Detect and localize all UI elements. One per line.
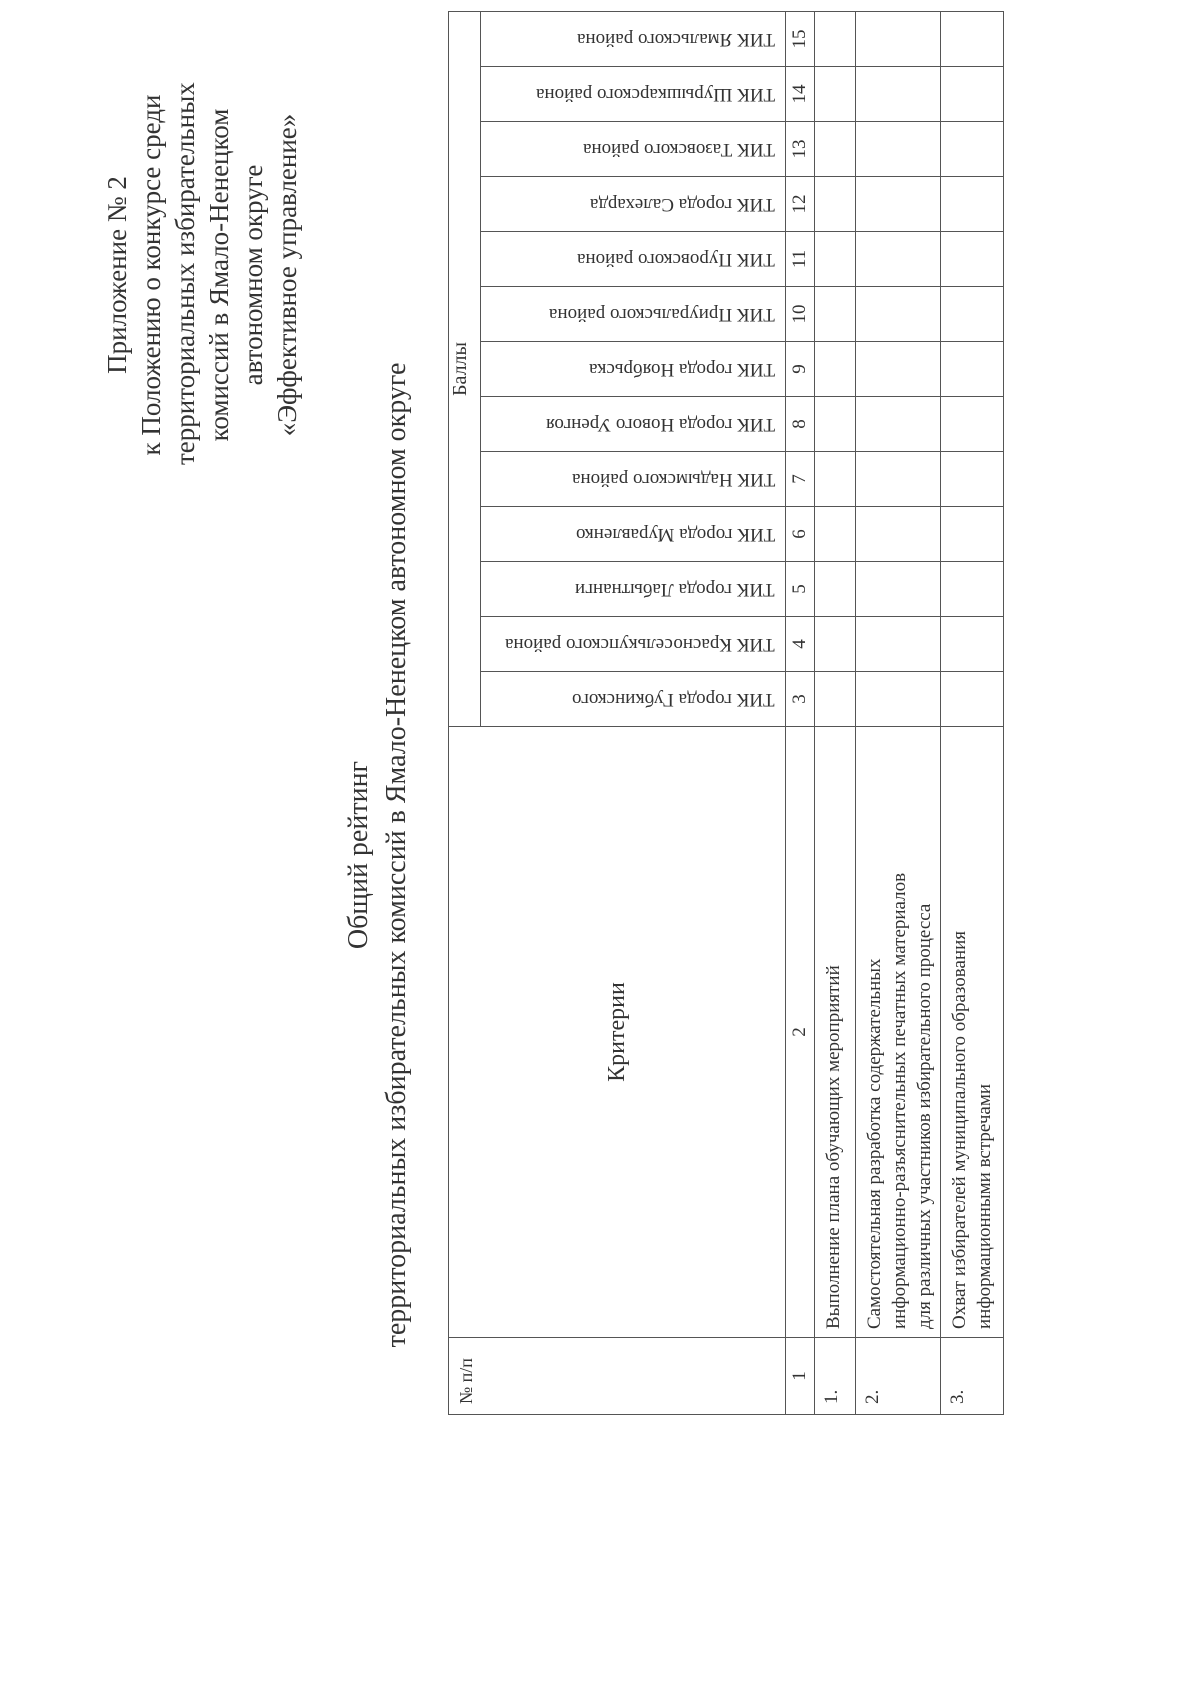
commission-name: ТИК Приуральского района <box>549 304 775 325</box>
rating-table <box>448 11 1004 1415</box>
score-cell <box>815 232 856 287</box>
score-cell <box>941 672 1004 727</box>
score-cell <box>815 67 856 122</box>
commission-header <box>481 342 786 397</box>
score-cell <box>941 287 1004 342</box>
score-cell <box>815 617 856 672</box>
score-cell <box>856 452 941 507</box>
commission-header <box>481 287 786 342</box>
commission-header <box>481 617 786 672</box>
score-cell <box>815 562 856 617</box>
commission-name: ТИК Красноселькупского района <box>505 634 775 655</box>
commission-name: ТИК Ямальского района <box>576 29 775 50</box>
title-line-1: Общий рейтинг <box>343 760 374 950</box>
document-title <box>340 155 416 1555</box>
score-cell <box>941 452 1004 507</box>
commission-name: ТИК города Лабытнанги <box>575 579 775 600</box>
commission-name: ТИК Пуровского района <box>577 249 775 270</box>
column-number: 14 <box>786 67 815 122</box>
appendix-line: «Эффективное управление» <box>272 113 302 437</box>
row-number: 3. <box>941 1338 1004 1415</box>
header-row <box>449 12 481 1415</box>
score-cell <box>941 562 1004 617</box>
title-line-2: территориальных избирательных комиссий в Ямало-Ненецком автономном округе <box>381 362 412 1348</box>
criterion-cell <box>941 727 1004 1338</box>
column-number: 9 <box>786 342 815 397</box>
criterion-text: информационно-разъяснительных печатных материалов <box>889 872 910 1329</box>
commission-header <box>481 672 786 727</box>
score-cell <box>941 507 1004 562</box>
criterion-text: Выполнение плана обучающих мероприятий <box>823 965 844 1329</box>
score-cell <box>815 672 856 727</box>
score-cell <box>856 67 941 122</box>
score-cell <box>815 507 856 562</box>
score-cell <box>941 232 1004 287</box>
criteria-header: Критерии <box>449 727 786 1338</box>
score-cell <box>815 287 856 342</box>
appendix-line: комиссий в Ямало-Ненецком <box>204 108 234 442</box>
column-number: 6 <box>786 507 815 562</box>
table-row <box>856 12 941 1415</box>
column-number: 8 <box>786 397 815 452</box>
score-cell <box>815 342 856 397</box>
score-cell <box>856 617 941 672</box>
column-number: 13 <box>786 122 815 177</box>
table-row <box>815 12 856 1415</box>
commission-name: ТИК города Салехарда <box>590 194 775 215</box>
score-cell <box>815 397 856 452</box>
column-number: 11 <box>786 232 815 287</box>
score-cell <box>856 122 941 177</box>
row-number: 1. <box>815 1338 856 1415</box>
appendix-note <box>100 82 304 465</box>
appendix-line: к Положению о конкурсе среди <box>136 94 166 456</box>
criterion-cell <box>856 727 941 1338</box>
column-number: 7 <box>786 452 815 507</box>
score-cell <box>941 12 1004 67</box>
score-cell <box>856 342 941 397</box>
score-cell <box>856 12 941 67</box>
score-cell <box>856 562 941 617</box>
commission-name: ТИК Тазовского района <box>582 139 775 160</box>
commission-name: ТИК города Нового Уренгоя <box>545 414 775 435</box>
criterion-text: для различных участников избирательного процесса <box>914 903 935 1329</box>
score-cell <box>941 177 1004 232</box>
criterion-cell <box>815 727 856 1338</box>
table-row <box>941 12 1004 1415</box>
column-number: 3 <box>786 672 815 727</box>
column-number: 4 <box>786 617 815 672</box>
commission-header <box>481 232 786 287</box>
row-number: 2. <box>856 1338 941 1415</box>
commission-name: ТИК города Ноябрьска <box>588 359 775 380</box>
criterion-text: Охват избирателей муниципального образования <box>949 930 970 1329</box>
commission-name: ТИК Шурышкарского района <box>535 84 775 105</box>
commission-header <box>481 12 786 67</box>
column-number: 5 <box>786 562 815 617</box>
column-number: 15 <box>786 12 815 67</box>
score-cell <box>941 122 1004 177</box>
commission-header <box>481 507 786 562</box>
score-cell <box>941 67 1004 122</box>
column-number: 12 <box>786 177 815 232</box>
score-cell <box>856 287 941 342</box>
appendix-line: территориальных избирательных <box>170 82 200 465</box>
criterion-text: Самостоятельная разработка содержательных <box>864 958 885 1329</box>
score-cell <box>941 397 1004 452</box>
commission-name: ТИК Надымского района <box>571 469 775 490</box>
commission-header <box>481 397 786 452</box>
score-cell <box>815 452 856 507</box>
score-cell <box>856 507 941 562</box>
commission-header <box>481 452 786 507</box>
score-cell <box>941 617 1004 672</box>
score-cell <box>815 177 856 232</box>
commission-name: ТИК города Муравленко <box>575 524 775 545</box>
score-cell <box>856 232 941 287</box>
num-header: № п/п <box>449 1338 786 1415</box>
column-number: 10 <box>786 287 815 342</box>
score-cell <box>941 342 1004 397</box>
score-cell <box>856 397 941 452</box>
commission-header <box>481 122 786 177</box>
score-cell <box>856 672 941 727</box>
column-number-row <box>786 12 815 1415</box>
points-header: Баллы <box>449 12 481 727</box>
commission-header <box>481 562 786 617</box>
criterion-text: информационными встречами <box>974 1083 995 1329</box>
column-number: 1 <box>786 1338 815 1415</box>
appendix-line: Приложение № 2 <box>102 176 132 374</box>
commission-name: ТИК города Губкинского <box>572 689 775 710</box>
commission-header <box>481 67 786 122</box>
score-cell <box>856 177 941 232</box>
score-cell <box>815 12 856 67</box>
commission-header <box>481 177 786 232</box>
appendix-line: автономном округе <box>238 164 268 386</box>
column-number: 2 <box>786 727 815 1338</box>
score-cell <box>815 122 856 177</box>
